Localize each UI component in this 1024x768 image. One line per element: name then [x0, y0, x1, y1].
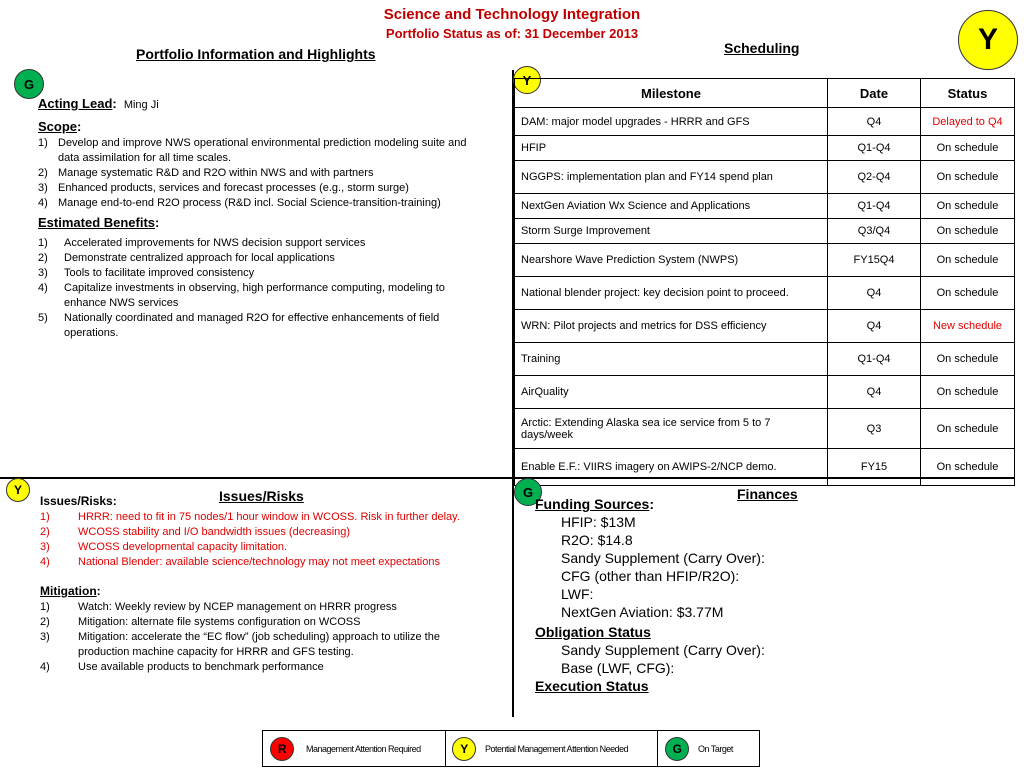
benefit-item — [38, 266, 488, 281]
scope-item — [38, 196, 488, 211]
scheduling-status-badge: Y — [513, 66, 541, 94]
scope-item-number: 3) — [38, 182, 48, 194]
date-cell: FY15Q4 — [828, 244, 921, 277]
scope-list — [38, 136, 488, 211]
scope-item-number: 2) — [38, 167, 48, 179]
column-header-milestone: Milestone — [515, 79, 828, 108]
benefit-item-text: Tools to facilitate improved consistency — [64, 267, 255, 279]
legend-yellow-badge: Y — [452, 737, 476, 761]
mitigation-list — [40, 600, 490, 675]
schedule-row — [515, 409, 1015, 449]
schedule-row — [515, 194, 1015, 219]
benefit-item-number: 4) — [38, 282, 48, 294]
obligation-label: Obligation Status — [535, 624, 651, 640]
issue-item-text: National Blender: available science/technology may not meet expectations — [78, 556, 440, 568]
milestone-cell: DAM: major model upgrades - HRRR and GFS — [515, 108, 828, 136]
execution-label: Execution Status — [535, 678, 649, 694]
legend-green-badge: G — [665, 737, 689, 761]
status-cell: On schedule — [921, 449, 1015, 486]
status-cell: On schedule — [921, 219, 1015, 244]
milestone-cell: National blender project: key decision point to proceed. — [515, 277, 828, 310]
obligation-list — [535, 641, 935, 677]
funding-item: HFIP: $13M — [561, 514, 636, 530]
benefit-item-text: Demonstrate centralized approach for local applications — [64, 252, 335, 264]
issue-item-number: 1) — [40, 511, 50, 523]
schedule-row — [515, 310, 1015, 343]
schedule-table — [514, 78, 1015, 486]
acting-lead: Acting Lead: Ming Ji — [38, 96, 159, 111]
milestone-cell: NGGPS: implementation plan and FY14 spend plan — [515, 161, 828, 194]
column-header-date: Date — [828, 79, 921, 108]
milestone-cell: Training — [515, 343, 828, 376]
mitigation-item-text: Mitigation: alternate file systems configuration on WCOSS — [78, 616, 361, 628]
status-cell: On schedule — [921, 194, 1015, 219]
mitigation-item-number: 1) — [40, 601, 50, 613]
benefits-list — [38, 236, 488, 341]
schedule-row — [515, 108, 1015, 136]
benefit-item — [38, 281, 488, 311]
column-header-status: Status — [921, 79, 1015, 108]
portfolio-heading: Portfolio Information and Highlights — [136, 46, 376, 62]
scope-item-text: Enhanced products, services and forecast processes (e.g., storm surge) — [58, 182, 409, 194]
status-cell: On schedule — [921, 343, 1015, 376]
milestone-cell: AirQuality — [515, 376, 828, 409]
issue-item-number: 3) — [40, 541, 50, 553]
scope-item-number: 4) — [38, 197, 48, 209]
obligation-item: Base (LWF, CFG): — [561, 660, 675, 676]
benefit-item — [38, 251, 488, 266]
funding-item: R2O: $14.8 — [561, 532, 633, 548]
finances-status-badge: G — [514, 478, 542, 506]
issue-item — [40, 525, 490, 540]
legend-red-badge: R — [270, 737, 294, 761]
milestone-cell: NextGen Aviation Wx Science and Applications — [515, 194, 828, 219]
date-cell: Q4 — [828, 376, 921, 409]
scope-item — [38, 136, 488, 166]
benefit-item — [38, 236, 488, 251]
schedule-row — [515, 136, 1015, 161]
mitigation-item-number: 4) — [40, 661, 50, 673]
issues-status-badge: Y — [6, 478, 30, 502]
milestone-cell: Storm Surge Improvement — [515, 219, 828, 244]
funding-item: Sandy Supplement (Carry Over): — [561, 550, 765, 566]
scope-item-text: Manage systematic R&D and R2O within NWS and with partners — [58, 167, 374, 179]
schedule-row — [515, 277, 1015, 310]
date-cell: Q1-Q4 — [828, 136, 921, 161]
date-cell: Q1-Q4 — [828, 343, 921, 376]
mitigation-item-number: 3) — [40, 631, 50, 643]
schedule-row — [515, 449, 1015, 486]
status-cell: Delayed to Q4 — [921, 108, 1015, 136]
issues-section: Issues/Risks: 1) HRRR: need to fit in 75 nodes/1 hour window in WCOSS. Risk in further delay. 2) WCOSS stability and I/O bandwidth issues (decreasing) 3) WCOSS developmental capacity limitation. 4) National Blender: available science/technology may not meet expectations Mitigation: 1) Watch: Weekly review by NCEP management on HRRR progress 2) Mitigation: alternate file systems configuration on WCOSS 3) Mitigation: accelerate the “EC flow” (job scheduling) approach to utilize the production machine capacity for HRRR and GFS testing. 4) Use available products to benchmark performance — [40, 494, 490, 675]
scope-item — [38, 166, 488, 181]
scope-item-text: Develop and improve NWS operational environmental prediction modeling suite and data assimilation for all time scales. — [58, 137, 467, 164]
acting-lead-name: Ming Ji — [123, 99, 159, 111]
issue-item — [40, 555, 490, 570]
portfolio-section: Acting Lead: Ming Ji Scope: 1) Develop and improve NWS operational environmental prediction modeling suite and data assimilation for all time scales. 2) Manage systematic R&D and R2O within NWS and with partners 3) Enhanced products, services and forecast processes (e.g., storm surge) 4) Manage end-to-end R2O process (R&D incl. Social Science-transition-training) Estimated Benefits: 1) Accelerated improvements for NWS decision support services 2) Demonstrate centralized approach for local applications 3) Tools to facilitate improved consistency 4) Capitalize investments in observing, high performance computing, modeling to enhance NWS services 5) Nationally coordinated and managed R2O for effective enhancements of field operations. — [38, 96, 488, 341]
issue-item — [40, 540, 490, 555]
milestone-cell: Arctic: Extending Alaska sea ice service from 5 to 7 days/week — [515, 409, 828, 449]
status-cell: On schedule — [921, 161, 1015, 194]
schedule-row — [515, 343, 1015, 376]
schedule-row — [515, 244, 1015, 277]
issue-item — [40, 510, 490, 525]
benefit-item-number: 3) — [38, 267, 48, 279]
benefit-item-number: 5) — [38, 312, 48, 324]
finances-section: Funding Sources: HFIP: $13M R2O: $14.8 Sandy Supplement (Carry Over): CFG (other than HFIP/R2O): LWF: NextGen Aviation: $3.77M Obligation Status Sandy Supplement (Carry Over): Base (LWF, CFG): Execution Status — [535, 495, 935, 695]
overall-status-badge: Y — [958, 10, 1018, 70]
portfolio-status-badge: G — [14, 69, 44, 99]
issue-item-number: 2) — [40, 526, 50, 538]
legend-yellow-label: Potential Management Attention Needed — [485, 743, 629, 754]
issues-label: Issues/Risks — [40, 494, 113, 508]
benefits-label: Estimated Benefits — [38, 215, 156, 230]
date-cell: Q3 — [828, 409, 921, 449]
benefit-item-number: 2) — [38, 252, 48, 264]
status-cell: On schedule — [921, 136, 1015, 161]
date-cell: Q4 — [828, 277, 921, 310]
milestone-cell: Nearshore Wave Prediction System (NWPS) — [515, 244, 828, 277]
mitigation-item — [40, 615, 490, 630]
status-cell: On schedule — [921, 277, 1015, 310]
page-title: Science and Technology Integration — [383, 6, 641, 23]
status-cell: New schedule — [921, 310, 1015, 343]
scope-item-text: Manage end-to-end R2O process (R&D incl. Social Science-transition-training) — [58, 197, 441, 209]
issues-heading: Issues/Risks — [219, 488, 304, 504]
issue-item-number: 4) — [40, 556, 50, 568]
schedule-row — [515, 376, 1015, 409]
status-cell: On schedule — [921, 244, 1015, 277]
funding-item: NextGen Aviation: $3.77M — [561, 604, 724, 620]
mitigation-label: Mitigation — [40, 584, 97, 598]
date-cell: Q4 — [828, 108, 921, 136]
funding-item: LWF: — [561, 586, 594, 602]
benefit-item — [38, 311, 488, 341]
milestone-cell: HFIP — [515, 136, 828, 161]
milestone-cell: Enable E.F.: VIIRS imagery on AWIPS-2/NCP demo. — [515, 449, 828, 486]
legend-green-label: On Target — [698, 743, 733, 754]
status-cell: On schedule — [921, 376, 1015, 409]
mitigation-item — [40, 600, 490, 615]
date-cell: Q3/Q4 — [828, 219, 921, 244]
mitigation-item-text: Use available products to benchmark performance — [78, 661, 324, 673]
schedule-row — [515, 161, 1015, 194]
mitigation-item — [40, 660, 490, 675]
scope-item — [38, 181, 488, 196]
mitigation-item-number: 2) — [40, 616, 50, 628]
date-cell: Q1-Q4 — [828, 194, 921, 219]
mitigation-item — [40, 630, 490, 660]
funding-label: Funding Sources — [535, 496, 650, 512]
status-legend — [262, 730, 760, 767]
legend-red-label: Management Attention Required — [306, 743, 421, 754]
issue-item-text: WCOSS stability and I/O bandwidth issues (decreasing) — [78, 526, 351, 538]
issue-item-text: WCOSS developmental capacity limitation. — [78, 541, 288, 553]
scheduling-heading: Scheduling — [724, 40, 800, 56]
milestone-cell: WRN: Pilot projects and metrics for DSS efficiency — [515, 310, 828, 343]
scope-item-number: 1) — [38, 137, 48, 149]
benefit-item-text: Nationally coordinated and managed R2O for effective enhancements of field operations. — [64, 312, 440, 339]
benefit-item-text: Capitalize investments in observing, high performance computing, modeling to enhance NWS services — [64, 282, 445, 309]
page-subtitle: Portfolio Status as of: 31 December 2013 — [385, 26, 639, 41]
funding-item: CFG (other than HFIP/R2O): — [561, 568, 740, 584]
schedule-header-row — [515, 79, 1015, 108]
finances-heading: Finances — [737, 486, 798, 502]
date-cell: FY15 — [828, 449, 921, 486]
issues-list — [40, 510, 490, 570]
mitigation-item-text: Mitigation: accelerate the “EC flow” (job scheduling) approach to utilize the production machine capacity for HRRR and GFS testing. — [78, 631, 440, 658]
status-cell: On schedule — [921, 409, 1015, 449]
benefit-item-number: 1) — [38, 237, 48, 249]
obligation-item: Sandy Supplement (Carry Over): — [561, 642, 765, 658]
funding-list — [535, 513, 935, 621]
benefit-item-text: Accelerated improvements for NWS decision support services — [64, 237, 366, 249]
date-cell: Q4 — [828, 310, 921, 343]
schedule-row — [515, 219, 1015, 244]
mitigation-item-text: Watch: Weekly review by NCEP management on HRRR progress — [78, 601, 397, 613]
issue-item-text: HRRR: need to fit in 75 nodes/1 hour window in WCOSS. Risk in further delay. — [78, 511, 460, 523]
scope-label: Scope — [38, 119, 78, 134]
date-cell: Q2-Q4 — [828, 161, 921, 194]
acting-lead-label: Acting Lead — [38, 96, 113, 111]
